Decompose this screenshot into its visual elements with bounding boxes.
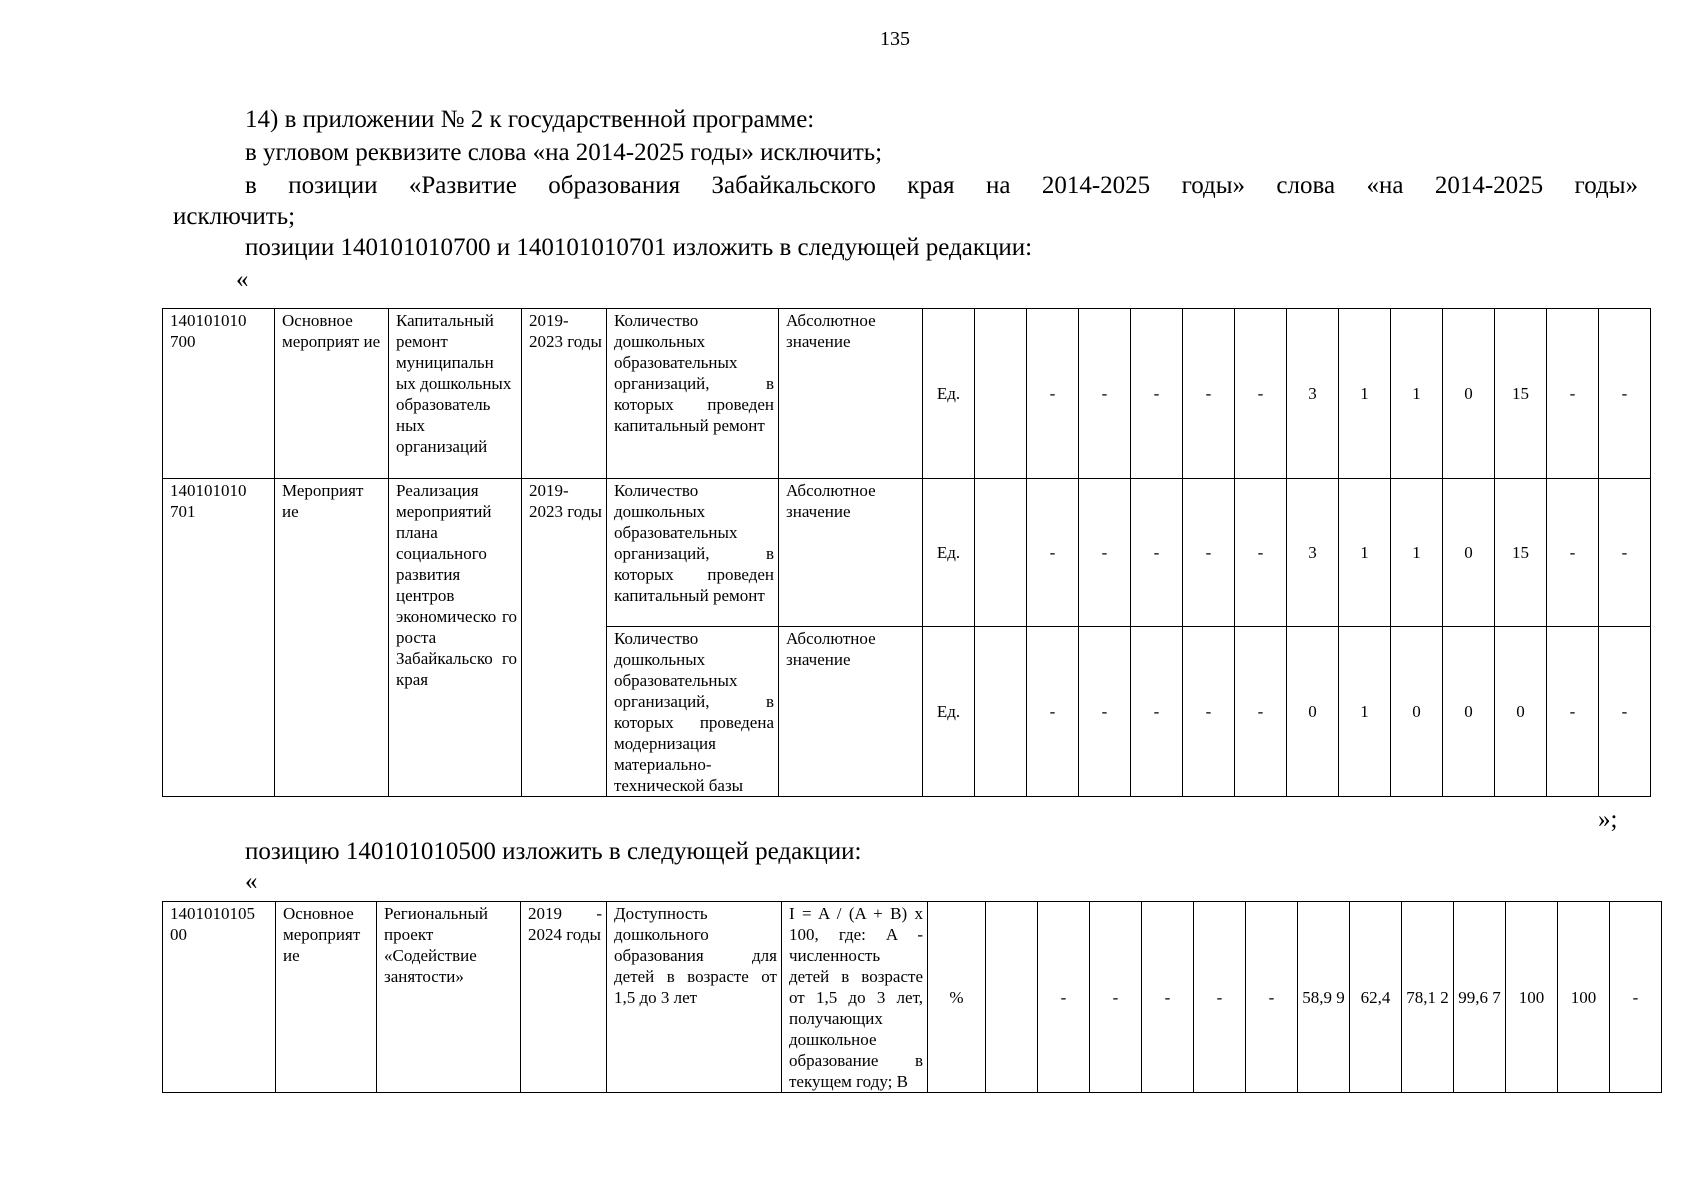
value-cell: - [1235,309,1287,479]
method-cell: Абсолютное значение [779,627,923,797]
value-cell: - [1547,627,1599,797]
closing-quote-1: »; [1598,806,1618,833]
type-cell: Основное мероприят ие [276,902,377,1093]
value-cell: 100 [1558,902,1610,1093]
value-cell: - [1194,902,1246,1093]
paragraph-1: 14) в приложении № 2 к государственной программе: [245,106,815,133]
value-cell: - [1027,309,1079,479]
unit-cell: Ед. [923,309,975,479]
value-cell: - [1142,902,1194,1093]
unit-cell: Ед. [923,627,975,797]
opening-quote-2: « [245,868,258,895]
name-cell: Реализация мероприятий плана социального развития центров экономическо го роста Забайкальско го края [389,479,522,797]
value-cell: 99,6 7 [1454,902,1506,1093]
paragraph-2: в угловом реквизите слова «на 2014-2025 годы» исключить; [245,139,883,166]
value-cell: 100 [1506,902,1558,1093]
indicator-cell: Доступность дошкольного образования для детей в возрасте от 1,5 до 3 лет [607,902,782,1093]
value-cell: 15 [1495,479,1547,627]
type-cell: Мероприят ие [275,479,389,797]
value-cell: - [1131,479,1183,627]
period-cell: 2019-2023 годы [522,479,607,797]
value-cell: - [1183,309,1235,479]
value-cell: 3 [1287,309,1339,479]
method-cell: Абсолютное значение [779,479,923,627]
value-cell: - [1183,627,1235,797]
value-cell: - [1235,479,1287,627]
value-cell: 62,4 [1350,902,1402,1093]
unit-cell: Ед. [923,479,975,627]
value-cell: 15 [1495,309,1547,479]
value-cell [986,902,1038,1093]
value-cell: - [1038,902,1090,1093]
table-position-500 [162,901,1662,1093]
value-cell: - [1547,479,1599,627]
value-cell: 1 [1391,479,1443,627]
value-cell: - [1079,479,1131,627]
method-cell: I = A / (A + B) x 100, где: A - численность детей в возрасте от 1,5 до 3 лет, получающих дошкольное образование в текущем году; B [782,902,928,1093]
value-cell: 78,1 2 [1402,902,1454,1093]
value-cell: - [1079,627,1131,797]
value-cell: - [1079,309,1131,479]
unit-cell: % [928,902,986,1093]
period-cell: 2019-2023 годы [522,309,607,479]
name-cell: Региональный проект «Содействие занятости» [377,902,521,1093]
code-cell: 1401010105 00 [163,902,276,1093]
code-cell: 140101010 700 [163,309,275,479]
value-cell: 58,9 9 [1298,902,1350,1093]
paragraph-5: позицию 140101010500 изложить в следующей редакции: [245,838,862,865]
value-cell: 1 [1339,479,1391,627]
value-cell: - [1246,902,1298,1093]
value-cell: 0 [1443,479,1495,627]
value-cell: - [1131,309,1183,479]
paragraph-3-line-2: исключить; [173,203,296,230]
value-cell [975,309,1027,479]
paragraph-4: позиции 140101010700 и 140101010701 изложить в следующей редакции: [245,234,1033,261]
value-cell: - [1599,479,1651,627]
page-number: 135 [880,28,910,50]
value-cell: - [1027,479,1079,627]
table-positions-700-701 [162,308,1651,797]
value-cell: 0 [1443,627,1495,797]
value-cell: 3 [1287,479,1339,627]
value-cell: - [1183,479,1235,627]
value-cell: 0 [1391,627,1443,797]
value-cell [975,627,1027,797]
table-row [163,902,1662,1093]
value-cell: - [1131,627,1183,797]
value-cell: 0 [1443,309,1495,479]
type-cell: Основное мероприят ие [275,309,389,479]
value-cell: - [1599,627,1651,797]
value-cell [975,479,1027,627]
period-cell: 2019 - 2024 годы [521,902,607,1093]
paragraph-3-line-1: в позиции «Развитие образования Забайкальского края на 2014-2025 годы» слова «на 2014-2025 годы» [245,172,1638,199]
table-row [163,309,1651,479]
value-cell: - [1090,902,1142,1093]
indicator-cell: Количество дошкольных образовательных организаций, в которых проведен капитальный ремонт [607,309,779,479]
table-row [163,479,1651,627]
indicator-cell: Количество дошкольных образовательных организаций, в которых проведен капитальный ремонт [607,479,779,627]
name-cell: Капитальный ремонт муниципальн ых дошкольных образователь ных организаций [389,309,522,479]
value-cell: 1 [1391,309,1443,479]
value-cell: 1 [1339,627,1391,797]
code-cell: 140101010 701 [163,479,275,797]
value-cell: - [1547,309,1599,479]
value-cell: - [1027,627,1079,797]
value-cell: 0 [1495,627,1547,797]
indicator-cell: Количество дошкольных образовательных организаций, в которых проведена модернизация материально-технической базы [607,627,779,797]
value-cell: 0 [1287,627,1339,797]
value-cell: 1 [1339,309,1391,479]
value-cell: - [1610,902,1662,1093]
method-cell: Абсолютное значение [779,309,923,479]
opening-quote-1: « [236,266,249,293]
value-cell: - [1599,309,1651,479]
value-cell: - [1235,627,1287,797]
